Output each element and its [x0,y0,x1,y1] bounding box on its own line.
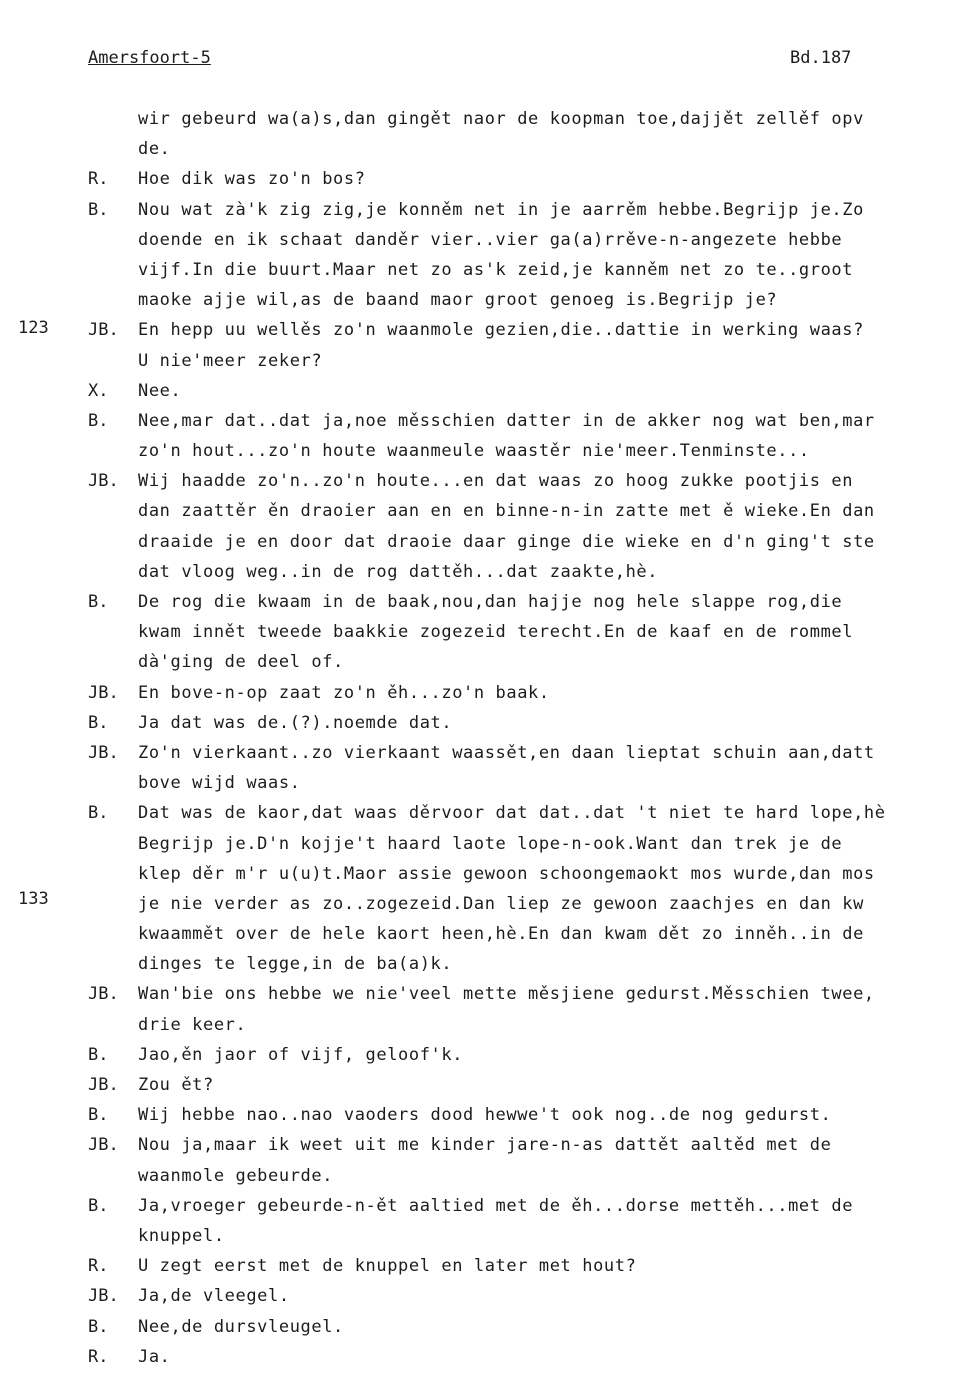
turn-text [138,406,966,466]
text-line: En bove-n-op zaat zo'n ěh...zo'n baak. [138,682,550,703]
turn-text [138,1251,966,1281]
turn-text [138,678,966,708]
transcript-turn [0,466,966,587]
speaker-label: B. [88,1105,109,1126]
turn-text [138,1312,966,1342]
speaker-label: JB. [88,1286,119,1307]
transcript-turn [0,1251,966,1281]
text-line: Wij haadde zo'n..zo'n houte...en dat waas zo hoog zukke pootjis en [138,471,854,492]
text-line: doende en ik schaat danděr vier..vier ga(a)rrěve-n-angezete hebbe [138,229,843,250]
turn-text [138,1130,966,1190]
transcript-turn [0,195,966,316]
transcript-turn [0,164,966,194]
text-line: vijf.In die buurt.Maar net zo as'k zeid,je kanněm net zo te..groot [138,259,854,280]
speaker-label: JB. [88,1135,119,1156]
text-line: Jao,ěn jaor of vijf, geloof'k. [138,1044,464,1065]
text-line: Nou wat zà'k zig zig,je konněm net in je aarrěm hebbe.Begrijp je.Zo [138,199,864,220]
speaker-label: B. [88,1316,109,1337]
transcript-turn [0,1040,966,1070]
text-line: Ja. [138,1346,171,1367]
text-line: Wij hebbe nao..nao vaoders dood hewwe't ook nog..de nog gedurst. [138,1105,832,1126]
text-line: waanmole gebeurde. [138,1165,334,1186]
transcript-turn [0,1281,966,1311]
text-line: Wan'bie ons hebbe we nie'veel mette měsjiene gedurst.Měsschien twee, [138,984,875,1005]
transcript-turn [0,1342,966,1372]
text-line: kwam innět tweede baakkie zogezeid terecht.En de kaaf en de rommel [138,622,854,643]
text-line: dà'ging de deel of. [138,652,344,673]
transcript-turn [0,979,966,1039]
turn-text [138,1040,966,1070]
transcript-turn [0,678,966,708]
speaker-label: B. [88,1044,109,1065]
text-line: Nou ja,maar ik weet uit me kinder jare-n-as dattět aaltěd met de [138,1135,832,1156]
turn-text [138,1281,966,1311]
transcript-turn [0,738,966,798]
turn-text [138,104,966,164]
transcript-turn [0,406,966,466]
speaker-label: R. [88,1346,109,1367]
transcript-turn [0,1070,966,1100]
speaker-label: JB. [88,682,119,703]
text-line: U zegt eerst met de knuppel en later met hout? [138,1256,637,1277]
margin-number: 123 [18,318,49,338]
speaker-label: X. [88,380,109,401]
text-line: knuppel. [138,1225,225,1246]
speaker-label: R. [88,169,109,190]
text-line: Begrijp je.D'n kojje't haard laote lope-n-ook.Want dan trek je de [138,833,843,854]
text-line: Zou ět? [138,1075,214,1095]
speaker-label: JB. [88,1075,119,1095]
text-line: dat vloog weg..in de rog dattěh...dat zaakte,hè. [138,561,659,582]
turn-text [138,587,966,678]
text-line: Hoe dik was zo'n bos? [138,169,366,190]
text-line: wir gebeurd wa(a)s,dan gingět naor de koopman toe,dajjět zellěf opv [138,109,864,129]
margin-number: 133 [18,889,49,909]
turn-text [138,738,966,798]
text-line: En hepp uu wellěs zo'n waanmole gezien,die..dattie in werking waas? [138,320,864,341]
text-line: draaide je en door dat draoie daar ginge die wieke en d'n ging't ste [138,531,875,552]
speaker-label: B. [88,1195,109,1216]
turn-text [138,1070,966,1100]
turn-text [138,798,966,979]
header-location: Amersfoort-5 [88,48,211,68]
text-line: maoke ajje wil,as de baand maor groot genoeg is.Begrijp je? [138,290,778,311]
transcript-turn [0,587,966,678]
speaker-label: JB. [88,742,119,763]
text-line: Nee,de dursvleugel. [138,1316,344,1337]
text-line: Zo'n vierkaant..zo vierkaant waassět,en daan lieptat schuin aan,datt [138,742,875,763]
text-line: bove wijd waas. [138,773,301,794]
transcript-turn [0,1130,966,1190]
text-line: Nee. [138,380,182,401]
transcript-turn [0,1100,966,1130]
text-line: Ja,de vleegel. [138,1286,290,1307]
turn-text [138,164,966,194]
turn-text [138,1191,966,1251]
turn-text [138,979,966,1039]
text-line: Ja,vroeger gebeurde-n-ět aaltied met de ěh...dorse mettěh...met de [138,1195,854,1216]
speaker-label: R. [88,1256,109,1277]
text-line: Ja dat was de.(?).noemde dat. [138,712,453,733]
header-page-ref: Bd.187 [790,48,852,68]
turn-text [138,1342,966,1372]
speaker-label: B. [88,803,109,824]
speaker-label: B. [88,199,109,220]
turn-text [138,376,966,406]
transcript-turn [0,798,966,979]
text-line: Dat was de kaor,dat waas děrvoor dat dat..dat 't niet te hard lope,hè [138,803,886,824]
text-line: U nie'meer zeker? [138,350,323,371]
turn-text [138,195,966,316]
text-line: dan zaattěr ěn draoier aan en en binne-n-in zatte met ě wieke.En dan [138,501,875,522]
text-line: klep děr m'r u(u)t.Maor assie gewoon schoongemaokt mos wurde,dan mos [138,863,875,884]
transcript-turn [0,708,966,738]
turn-text [138,315,966,375]
turn-text [138,1100,966,1130]
turn-text [138,708,966,738]
transcript-turn [0,1191,966,1251]
text-line: de. [138,139,171,160]
speaker-label: JB. [88,471,119,492]
text-line: drie keer. [138,1014,247,1035]
turn-text [138,466,966,587]
transcript-turn [0,104,966,164]
text-line: dinges te legge,in de ba(a)k. [138,954,453,975]
text-line: Nee,mar dat..dat ja,noe měsschien datter in de akker nog wat ben,mar [138,410,875,431]
speaker-label: B. [88,592,109,612]
transcript-turn [0,376,966,406]
text-line: je nie verder as zo..zogezeid.Dan liep ze gewoon zaachjes en dan kw [138,893,864,914]
text-line: kwaammět over de hele kaort heen,hè.En dan kwam dět zo inněh..in de [138,924,864,945]
text-line: De rog die kwaam in de baak,nou,dan hajje nog hele slappe rog,die [138,592,843,612]
text-line: zo'n hout...zo'n houte waanmeule waastěr nie'meer.Tenminste... [138,441,810,462]
transcript-turn [0,315,966,375]
transcript [0,104,966,1372]
speaker-label: JB. [88,984,119,1005]
speaker-label: JB. [88,320,119,341]
speaker-label: B. [88,410,109,431]
transcript-turn [0,1312,966,1342]
speaker-label: B. [88,712,109,733]
